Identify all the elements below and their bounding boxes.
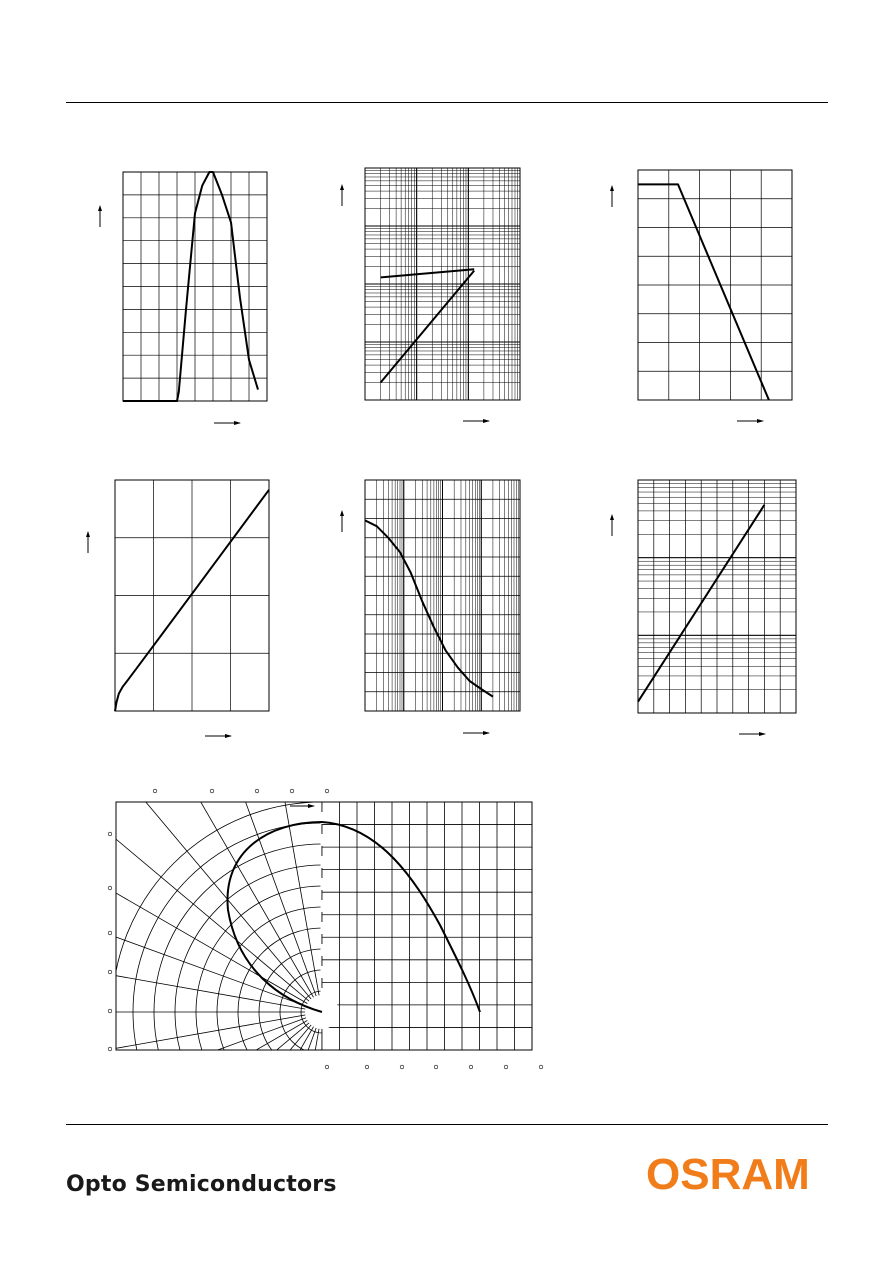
series-line-1 bbox=[365, 520, 493, 696]
left-tick bbox=[108, 832, 112, 836]
x-axis-arrowhead bbox=[483, 419, 490, 423]
top-tick bbox=[255, 789, 259, 793]
polar-radial bbox=[65, 706, 322, 1012]
y-axis-arrowhead bbox=[86, 531, 90, 537]
series-line-1 bbox=[638, 184, 769, 400]
y-axis-arrowhead bbox=[610, 185, 614, 191]
chart-c7 bbox=[0, 612, 543, 1263]
y-axis-arrowhead bbox=[340, 184, 344, 190]
x-axis-arrowhead bbox=[225, 734, 232, 738]
polar-radial bbox=[0, 812, 322, 1012]
footer-company-name: Opto Semiconductors bbox=[66, 1172, 337, 1197]
polar-radial bbox=[16, 755, 322, 1012]
chart-c4 bbox=[115, 480, 269, 711]
left-tick bbox=[108, 886, 112, 890]
bottom-tick bbox=[400, 1065, 404, 1069]
y-axis-arrowhead bbox=[98, 205, 102, 211]
polar-radial bbox=[0, 943, 322, 1012]
bottom-tick bbox=[469, 1065, 473, 1069]
polar-radial bbox=[0, 1012, 322, 1081]
left-tick bbox=[108, 970, 112, 974]
polar-radial bbox=[0, 1012, 322, 1149]
bottom-tick bbox=[365, 1065, 369, 1069]
x-axis-arrowhead bbox=[759, 732, 766, 736]
y-axis-arrowhead bbox=[340, 510, 344, 516]
chart-c5 bbox=[365, 480, 520, 711]
chart-c1 bbox=[123, 172, 267, 401]
left-tick bbox=[108, 1009, 112, 1013]
x-axis-arrowhead bbox=[234, 421, 241, 425]
top-tick bbox=[210, 789, 214, 793]
top-tick bbox=[290, 789, 294, 793]
top-tick bbox=[153, 789, 157, 793]
top-tick bbox=[325, 789, 329, 793]
legend-arrowhead bbox=[308, 804, 315, 808]
bottom-tick bbox=[434, 1065, 438, 1069]
chart-c3 bbox=[638, 170, 792, 400]
left-tick bbox=[108, 931, 112, 935]
x-axis-arrowhead bbox=[483, 731, 490, 735]
bottom-tick bbox=[539, 1065, 543, 1069]
bottom-tick bbox=[325, 1065, 329, 1069]
osram-logo: OSRAM bbox=[646, 1150, 810, 1199]
chart-c6 bbox=[638, 480, 796, 713]
rect-curve bbox=[322, 822, 480, 1012]
left-tick bbox=[108, 1047, 112, 1051]
x-axis-arrowhead bbox=[757, 419, 764, 423]
y-axis-arrowhead bbox=[610, 514, 614, 520]
bottom-tick bbox=[504, 1065, 508, 1069]
chart-c2 bbox=[365, 168, 520, 400]
polar-radial bbox=[253, 618, 322, 1012]
polar-radial bbox=[122, 666, 322, 1012]
